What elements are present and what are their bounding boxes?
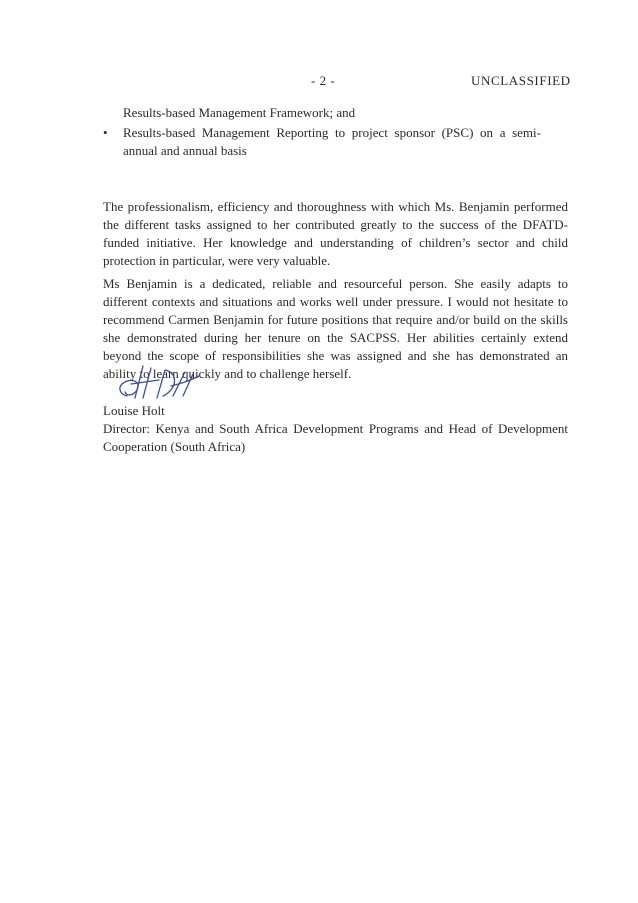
handwritten-signature (113, 362, 203, 406)
paragraph-recommendation: Ms Benjamin is a dedicated, reliable and resourceful person. She easily adapts to different contexts and situations and works well under pressure. I would not hesitate to recommend Carmen Benjamin for future positions that require and/or build on the skills she demonstrated during her tenure on the SACPSS. Her abilities certainly extend beyond the scope of responsibilities she was assigned and she has demonstrated an ability to learn quickly and to challenge herself. (103, 276, 568, 381)
signature-block (103, 402, 568, 456)
bullet-text: Results-based Management Reporting to project sponsor (PSC) on a semi-annual and annual basis (123, 125, 541, 158)
classification-label: UNCLASSIFIED (471, 73, 571, 88)
signer-title: Director: Kenya and South Africa Development Programs and Head of Development Cooperation (South Africa) (103, 421, 568, 454)
bullet-marker: • (103, 125, 108, 140)
signer-name: Louise Holt (103, 403, 165, 418)
paragraph-professionalism: The professionalism, efficiency and thoroughness with which Ms. Benjamin performed the different tasks assigned to her contributed greatly to the success of the DFATD-funded initiative. Her knowledge and understanding of children’s sector and child protection in particular, were very valuable. (103, 199, 568, 268)
page-header (0, 73, 638, 91)
page-number: - 2 - (311, 73, 336, 88)
bullet-continuation: Results-based Management Framework; and (123, 105, 356, 120)
